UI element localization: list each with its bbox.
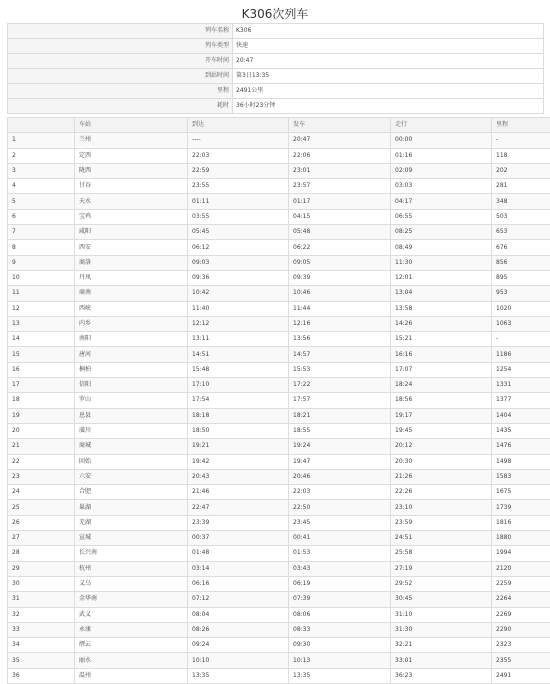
stop-arrive-time: 12:12: [188, 316, 289, 331]
stop-run-time: 20:30: [391, 454, 492, 469]
stop-index: 4: [8, 179, 75, 194]
stop-station: 义乌: [75, 576, 188, 591]
stop-distance: 1739: [492, 500, 550, 515]
stop-distance: 281: [492, 179, 550, 194]
stop-arrive-time: 23:39: [188, 515, 289, 530]
stop-arrive-time: 20:43: [188, 469, 289, 484]
stop-arrive-time: 13:11: [188, 332, 289, 347]
stop-arrive-time: 06:12: [188, 240, 289, 255]
stop-station: 西安: [75, 240, 188, 255]
stop-index: 8: [8, 240, 75, 255]
table-row: [8, 561, 550, 576]
stop-depart-time: 13:56: [289, 332, 391, 347]
stop-depart-time: 20:46: [289, 469, 391, 484]
stop-distance: 1994: [492, 546, 550, 561]
stop-run-time: 14:26: [391, 316, 492, 331]
stop-depart-time: 10:13: [289, 653, 391, 668]
stop-run-time: 13:58: [391, 301, 492, 316]
stop-index: 33: [8, 622, 75, 637]
stop-arrive-time: 19:21: [188, 439, 289, 454]
stop-distance: 1063: [492, 316, 550, 331]
stop-depart-time: 18:55: [289, 423, 391, 438]
stop-distance: 2355: [492, 653, 550, 668]
stop-arrive-time: 09:24: [188, 638, 289, 653]
col-header-arrive: 到达: [188, 118, 289, 133]
stop-arrive-time: 07:12: [188, 592, 289, 607]
table-row: [8, 546, 550, 561]
stop-index: 16: [8, 362, 75, 377]
stop-distance: 1498: [492, 454, 550, 469]
stop-station: 南阳: [75, 332, 188, 347]
info-label: 到站时间: [8, 69, 233, 84]
stop-index: 34: [8, 638, 75, 653]
stop-station: 永康: [75, 622, 188, 637]
stop-distance: 1377: [492, 393, 550, 408]
table-row: [8, 622, 550, 637]
stop-arrive-time: 17:10: [188, 378, 289, 393]
stop-depart-time: 23:57: [289, 179, 391, 194]
table-row: [8, 179, 550, 194]
info-value: 第3日13:35: [233, 69, 544, 84]
stop-run-time: 23:59: [391, 515, 492, 530]
stop-depart-time: 13:35: [289, 668, 391, 683]
stop-distance: 953: [492, 286, 550, 301]
stop-station: 六安: [75, 469, 188, 484]
col-header-index: [8, 118, 75, 133]
stop-station: 内乡: [75, 316, 188, 331]
table-row: [8, 531, 550, 546]
stop-station: 宝鸡: [75, 209, 188, 224]
stop-distance: 2264: [492, 592, 550, 607]
stop-station: 缙云: [75, 638, 188, 653]
info-label: 列车类型: [8, 39, 233, 54]
stop-index: 7: [8, 225, 75, 240]
stop-station: 武义: [75, 607, 188, 622]
stop-run-time: 19:17: [391, 408, 492, 423]
info-row: [8, 39, 544, 54]
stop-depart-time: 14:57: [289, 347, 391, 362]
stop-index: 6: [8, 209, 75, 224]
table-row: [8, 286, 550, 301]
info-value: 36小时23分钟: [233, 99, 544, 114]
stop-index: 30: [8, 576, 75, 591]
stop-distance: 2259: [492, 576, 550, 591]
stop-station: 潢川: [75, 423, 188, 438]
stop-station: 商南: [75, 286, 188, 301]
stop-depart-time: 00:41: [289, 531, 391, 546]
table-row: [8, 316, 550, 331]
stop-arrive-time: 15:48: [188, 362, 289, 377]
stop-run-time: 36:23: [391, 668, 492, 683]
stop-index: 26: [8, 515, 75, 530]
table-row: [8, 270, 550, 285]
stop-index: 21: [8, 439, 75, 454]
stop-depart-time: 19:47: [289, 454, 391, 469]
stop-station: 陇西: [75, 163, 188, 178]
stop-distance: 1476: [492, 439, 550, 454]
table-row: [8, 347, 550, 362]
stop-depart-time: 11:44: [289, 301, 391, 316]
stop-station: 兰州: [75, 133, 188, 148]
table-row: [8, 653, 550, 668]
stop-arrive-time: 06:16: [188, 576, 289, 591]
stop-arrive-time: ----: [188, 133, 289, 148]
stop-depart-time: 23:45: [289, 515, 391, 530]
stop-run-time: 19:45: [391, 423, 492, 438]
stop-distance: 1816: [492, 515, 550, 530]
info-label: 开车时间: [8, 54, 233, 69]
info-value: K306: [233, 24, 544, 39]
table-row: [8, 423, 550, 438]
stop-station: 桐柏: [75, 362, 188, 377]
stop-depart-time: 19:24: [289, 439, 391, 454]
page-title: K306次列车: [0, 7, 550, 22]
stop-depart-time: 09:39: [289, 270, 391, 285]
stop-run-time: 12:01: [391, 270, 492, 285]
stop-arrive-time: 19:42: [188, 454, 289, 469]
stop-run-time: 29:52: [391, 576, 492, 591]
stop-station: 信阳: [75, 378, 188, 393]
stop-arrive-time: 18:18: [188, 408, 289, 423]
stop-station: 天水: [75, 194, 188, 209]
stop-station: 商洛: [75, 255, 188, 270]
stop-depart-time: 09:05: [289, 255, 391, 270]
stop-distance: -: [492, 133, 550, 148]
table-row: [8, 240, 550, 255]
stop-distance: 1331: [492, 378, 550, 393]
stop-schedule-table: [7, 117, 550, 684]
stop-arrive-time: 10:42: [188, 286, 289, 301]
stop-distance: 348: [492, 194, 550, 209]
stop-index: 17: [8, 378, 75, 393]
stop-run-time: 27:19: [391, 561, 492, 576]
stop-run-time: 23:10: [391, 500, 492, 515]
info-row: [8, 24, 544, 39]
stop-arrive-time: 13:35: [188, 668, 289, 683]
stop-depart-time: 20:47: [289, 133, 391, 148]
stop-arrive-time: 22:47: [188, 500, 289, 515]
stop-depart-time: 07:39: [289, 592, 391, 607]
table-row: [8, 332, 550, 347]
stop-run-time: 02:09: [391, 163, 492, 178]
stop-run-time: 13:04: [391, 286, 492, 301]
stop-distance: 1186: [492, 347, 550, 362]
stop-run-time: 00:00: [391, 133, 492, 148]
stop-station: 长兴南: [75, 546, 188, 561]
stop-depart-time: 23:01: [289, 163, 391, 178]
stop-station: 息县: [75, 408, 188, 423]
info-row: [8, 99, 544, 114]
stop-depart-time: 12:16: [289, 316, 391, 331]
stop-distance: 2491: [492, 668, 550, 683]
stop-station: 芜湖: [75, 515, 188, 530]
stop-index: 31: [8, 592, 75, 607]
stop-run-time: 18:24: [391, 378, 492, 393]
stop-arrive-time: 14:51: [188, 347, 289, 362]
stop-station: 商城: [75, 439, 188, 454]
info-label: 里程: [8, 84, 233, 99]
stop-station: 唐河: [75, 347, 188, 362]
stop-run-time: 30:45: [391, 592, 492, 607]
stop-depart-time: 15:53: [289, 362, 391, 377]
stop-station: 巢湖: [75, 500, 188, 515]
stop-index: 36: [8, 668, 75, 683]
stop-index: 5: [8, 194, 75, 209]
stop-index: 32: [8, 607, 75, 622]
stop-distance: 676: [492, 240, 550, 255]
stop-arrive-time: 22:03: [188, 148, 289, 163]
table-row: [8, 225, 550, 240]
stop-distance: 118: [492, 148, 550, 163]
col-header-distance: 里程: [492, 118, 550, 133]
stop-distance: 1435: [492, 423, 550, 438]
info-row: [8, 69, 544, 84]
col-header-depart: 发车: [289, 118, 391, 133]
stop-distance: 653: [492, 225, 550, 240]
stop-index: 15: [8, 347, 75, 362]
stop-distance: 202: [492, 163, 550, 178]
stop-depart-time: 10:46: [289, 286, 391, 301]
stop-run-time: 03:03: [391, 179, 492, 194]
stop-depart-time: 18:21: [289, 408, 391, 423]
stop-index: 24: [8, 485, 75, 500]
stop-depart-time: 08:33: [289, 622, 391, 637]
stop-station: 固始: [75, 454, 188, 469]
stop-arrive-time: 18:50: [188, 423, 289, 438]
stop-distance: 1254: [492, 362, 550, 377]
stop-depart-time: 17:22: [289, 378, 391, 393]
stop-arrive-time: 09:03: [188, 255, 289, 270]
stop-arrive-time: 03:14: [188, 561, 289, 576]
stop-depart-time: 01:53: [289, 546, 391, 561]
stop-depart-time: 06:22: [289, 240, 391, 255]
col-header-station: 车站: [75, 118, 188, 133]
stop-arrive-time: 08:26: [188, 622, 289, 637]
stop-index: 25: [8, 500, 75, 515]
info-value: 20:47: [233, 54, 544, 69]
stop-arrive-time: 21:46: [188, 485, 289, 500]
info-label: 耗时: [8, 99, 233, 114]
stop-run-time: 16:16: [391, 347, 492, 362]
info-value: 快速: [233, 39, 544, 54]
stop-arrive-time: 10:10: [188, 653, 289, 668]
stop-index: 3: [8, 163, 75, 178]
table-row: [8, 638, 550, 653]
stop-run-time: 08:49: [391, 240, 492, 255]
stop-station: 宣城: [75, 531, 188, 546]
info-row: [8, 84, 544, 99]
table-row: [8, 255, 550, 270]
table-row: [8, 576, 550, 591]
table-row: [8, 515, 550, 530]
stop-run-time: 24:51: [391, 531, 492, 546]
stop-run-time: 21:26: [391, 469, 492, 484]
stop-station: 金华南: [75, 592, 188, 607]
stop-station: 合肥: [75, 485, 188, 500]
stop-depart-time: 22:06: [289, 148, 391, 163]
stop-index: 2: [8, 148, 75, 163]
table-row: [8, 301, 550, 316]
stop-arrive-time: 01:48: [188, 546, 289, 561]
table-row: [8, 500, 550, 515]
stop-run-time: 20:12: [391, 439, 492, 454]
stop-station: 杭州: [75, 561, 188, 576]
stop-station: 丹凤: [75, 270, 188, 285]
stop-index: 29: [8, 561, 75, 576]
stop-index: 27: [8, 531, 75, 546]
table-row: [8, 668, 550, 683]
stop-run-time: 22:26: [391, 485, 492, 500]
stop-station: 丽水: [75, 653, 188, 668]
table-row: [8, 148, 550, 163]
stop-distance: 2323: [492, 638, 550, 653]
table-row: [8, 485, 550, 500]
stop-distance: 2290: [492, 622, 550, 637]
info-label: 列车名称: [8, 24, 233, 39]
stop-index: 12: [8, 301, 75, 316]
stop-arrive-time: 22:59: [188, 163, 289, 178]
table-header-row: [8, 118, 550, 133]
stop-run-time: 11:30: [391, 255, 492, 270]
table-row: [8, 362, 550, 377]
stop-distance: 2120: [492, 561, 550, 576]
stop-arrive-time: 05:45: [188, 225, 289, 240]
stop-distance: 1404: [492, 408, 550, 423]
stop-run-time: 31:10: [391, 607, 492, 622]
train-info-table: [7, 23, 544, 114]
stop-arrive-time: 08:04: [188, 607, 289, 622]
stop-distance: 1583: [492, 469, 550, 484]
stop-index: 9: [8, 255, 75, 270]
stop-station: 定西: [75, 148, 188, 163]
stop-distance: 1675: [492, 485, 550, 500]
col-header-run-time: 走行: [391, 118, 492, 133]
stop-depart-time: 22:50: [289, 500, 391, 515]
stop-run-time: 06:55: [391, 209, 492, 224]
stop-run-time: 08:25: [391, 225, 492, 240]
stop-distance: -: [492, 332, 550, 347]
info-row: [8, 54, 544, 69]
stop-index: 10: [8, 270, 75, 285]
stop-run-time: 04:17: [391, 194, 492, 209]
stop-arrive-time: 09:36: [188, 270, 289, 285]
stop-depart-time: 08:06: [289, 607, 391, 622]
stop-station: 西峡: [75, 301, 188, 316]
stop-distance: 856: [492, 255, 550, 270]
stop-index: 13: [8, 316, 75, 331]
table-row: [8, 393, 550, 408]
stop-index: 23: [8, 469, 75, 484]
stop-depart-time: 01:17: [289, 194, 391, 209]
info-value: 2491公里: [233, 84, 544, 99]
stop-station: 罗山: [75, 393, 188, 408]
stop-distance: 895: [492, 270, 550, 285]
stop-arrive-time: 01:11: [188, 194, 289, 209]
stop-station: 甘谷: [75, 179, 188, 194]
table-row: [8, 408, 550, 423]
stop-index: 35: [8, 653, 75, 668]
stop-distance: 503: [492, 209, 550, 224]
table-row: [8, 378, 550, 393]
table-row: [8, 194, 550, 209]
stop-arrive-time: 03:55: [188, 209, 289, 224]
table-row: [8, 454, 550, 469]
stop-distance: 1020: [492, 301, 550, 316]
stop-depart-time: 17:57: [289, 393, 391, 408]
stop-index: 18: [8, 393, 75, 408]
stop-station: 温州: [75, 668, 188, 683]
stop-index: 28: [8, 546, 75, 561]
stop-run-time: 01:16: [391, 148, 492, 163]
table-row: [8, 209, 550, 224]
table-row: [8, 469, 550, 484]
stop-run-time: 18:56: [391, 393, 492, 408]
stop-arrive-time: 11:40: [188, 301, 289, 316]
table-row: [8, 439, 550, 454]
stop-depart-time: 22:03: [289, 485, 391, 500]
stop-run-time: 17:07: [391, 362, 492, 377]
stop-arrive-time: 17:54: [188, 393, 289, 408]
stop-depart-time: 09:30: [289, 638, 391, 653]
stop-depart-time: 06:19: [289, 576, 391, 591]
stop-index: 19: [8, 408, 75, 423]
stop-arrive-time: 00:37: [188, 531, 289, 546]
stop-distance: 2269: [492, 607, 550, 622]
table-row: [8, 607, 550, 622]
stop-run-time: 25:58: [391, 546, 492, 561]
stop-station: 咸阳: [75, 225, 188, 240]
stop-depart-time: 04:15: [289, 209, 391, 224]
table-row: [8, 133, 550, 148]
stop-run-time: 33:01: [391, 653, 492, 668]
stop-depart-time: 03:43: [289, 561, 391, 576]
stop-arrive-time: 23:55: [188, 179, 289, 194]
table-row: [8, 592, 550, 607]
stop-run-time: 15:21: [391, 332, 492, 347]
stop-index: 14: [8, 332, 75, 347]
stop-index: 20: [8, 423, 75, 438]
stop-index: 22: [8, 454, 75, 469]
stop-run-time: 31:30: [391, 622, 492, 637]
stop-distance: 1880: [492, 531, 550, 546]
stop-index: 1: [8, 133, 75, 148]
stop-run-time: 32:21: [391, 638, 492, 653]
stop-depart-time: 05:48: [289, 225, 391, 240]
table-row: [8, 163, 550, 178]
stop-index: 11: [8, 286, 75, 301]
